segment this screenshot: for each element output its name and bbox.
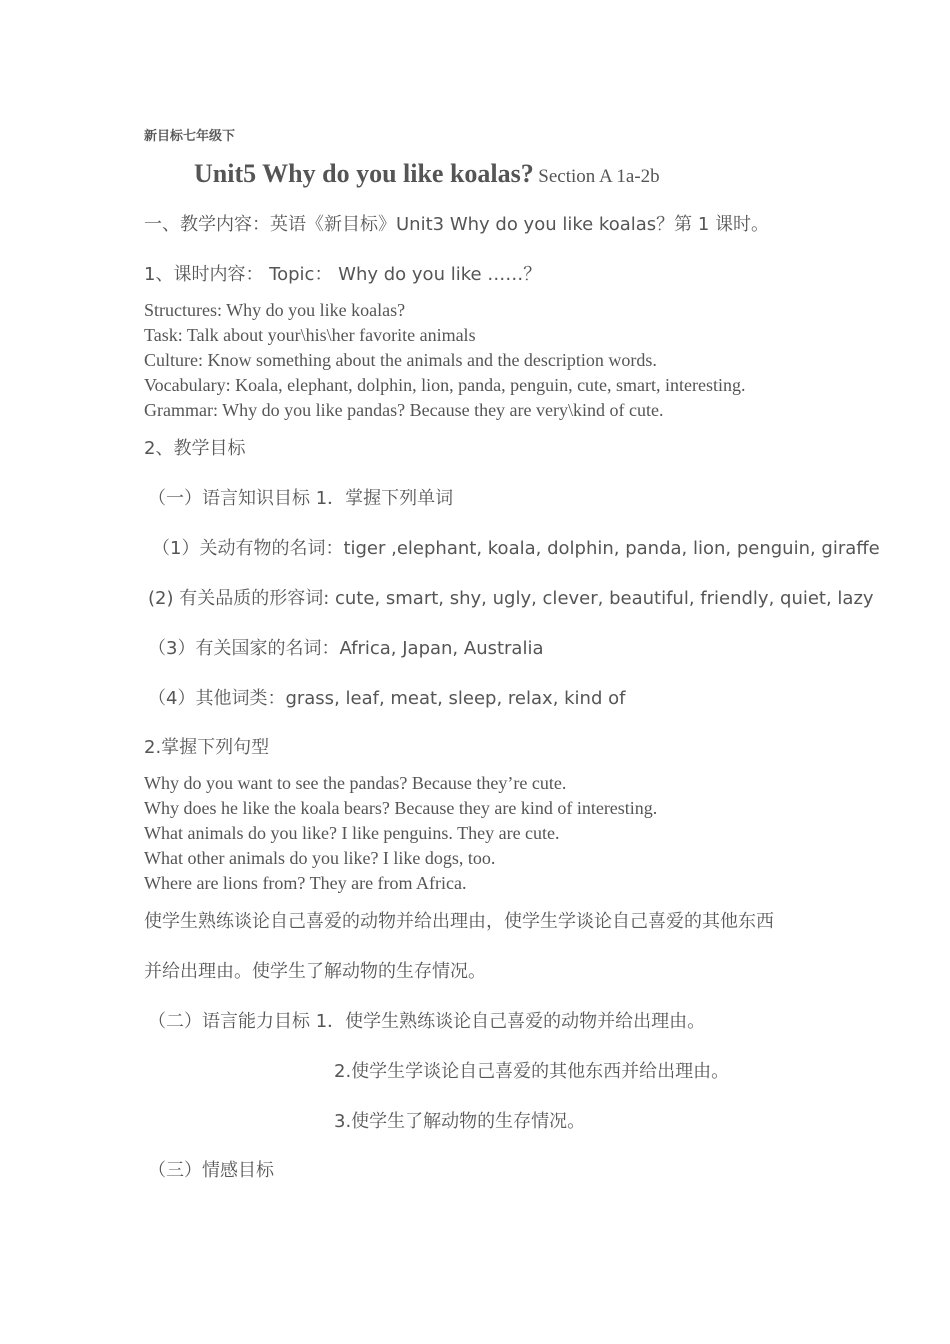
document-title — [194, 157, 660, 194]
vocab-group: （1）关动有物的名词：tiger ,elephant, koala, dolphin, panda, lion, penguin, giraffe — [152, 538, 880, 559]
goals-heading: 2、教学目标 — [144, 438, 246, 459]
title-sub: Section A 1a-2b — [538, 166, 660, 187]
emotion-goal: （三）情感目标 — [148, 1160, 274, 1181]
sentence-line: Why do you want to see the pandas? Because they’re cute. — [144, 773, 567, 793]
title-main: Unit5 Why do you like koalas? — [194, 159, 534, 188]
document-header: 新目标七年级下 — [144, 129, 236, 144]
sentence-heading: 2.掌握下列句型 — [144, 737, 270, 758]
vocab-group: （3）有关国家的名词：Africa, Japan, Australia — [148, 638, 544, 659]
content-line: Structures: Why do you like koalas? — [144, 300, 406, 320]
lesson-content: 1、课时内容： Topic： Why do you like ……？ — [144, 264, 542, 285]
section-teaching-content: 一、教学内容：英语《新目标》Unit3 Why do you like koalas？第 1 课时。 — [144, 214, 770, 235]
content-line: Vocabulary: Koala, elephant, dolphin, lion, panda, penguin, cute, smart, interesting. — [144, 375, 746, 395]
ability-item: 3.使学生了解动物的生存情况。 — [334, 1111, 586, 1132]
sentence-line: Where are lions from? They are from Africa. — [144, 873, 467, 893]
content-line: Task: Talk about your\his\her favorite animals — [144, 325, 476, 345]
content-line: Culture: Know something about the animals and the description words. — [144, 350, 657, 370]
paragraph-line: 并给出理由。使学生了解动物的生存情况。 — [144, 961, 486, 982]
ability-goal: （二）语言能力目标 1．使学生熟练谈论自己喜爱的动物并给出理由。 — [148, 1011, 706, 1032]
vocab-group: （4）其他词类：grass, leaf, meat, sleep, relax, kind of — [148, 688, 626, 709]
vocab-group: (2) 有关品质的形容词: cute, smart, shy, ugly, clever, beautiful, friendly, quiet, lazy — [148, 588, 874, 609]
sentence-line: What other animals do you like? I like dogs, too. — [144, 848, 496, 868]
sentence-line: What animals do you like? I like penguins. They are cute. — [144, 823, 560, 843]
paragraph-line: 使学生熟练谈论自己喜爱的动物并给出理由，使学生学谈论自己喜爱的其他东西 — [144, 911, 774, 932]
content-line: Grammar: Why do you like pandas? Because they are very\kind of cute. — [144, 400, 664, 420]
knowledge-goal: （一）语言知识目标 1．掌握下列单词 — [148, 488, 454, 509]
ability-item: 2.使学生学谈论自己喜爱的其他东西并给出理由。 — [334, 1061, 730, 1082]
sentence-line: Why does he like the koala bears? Because they are kind of interesting. — [144, 798, 658, 818]
